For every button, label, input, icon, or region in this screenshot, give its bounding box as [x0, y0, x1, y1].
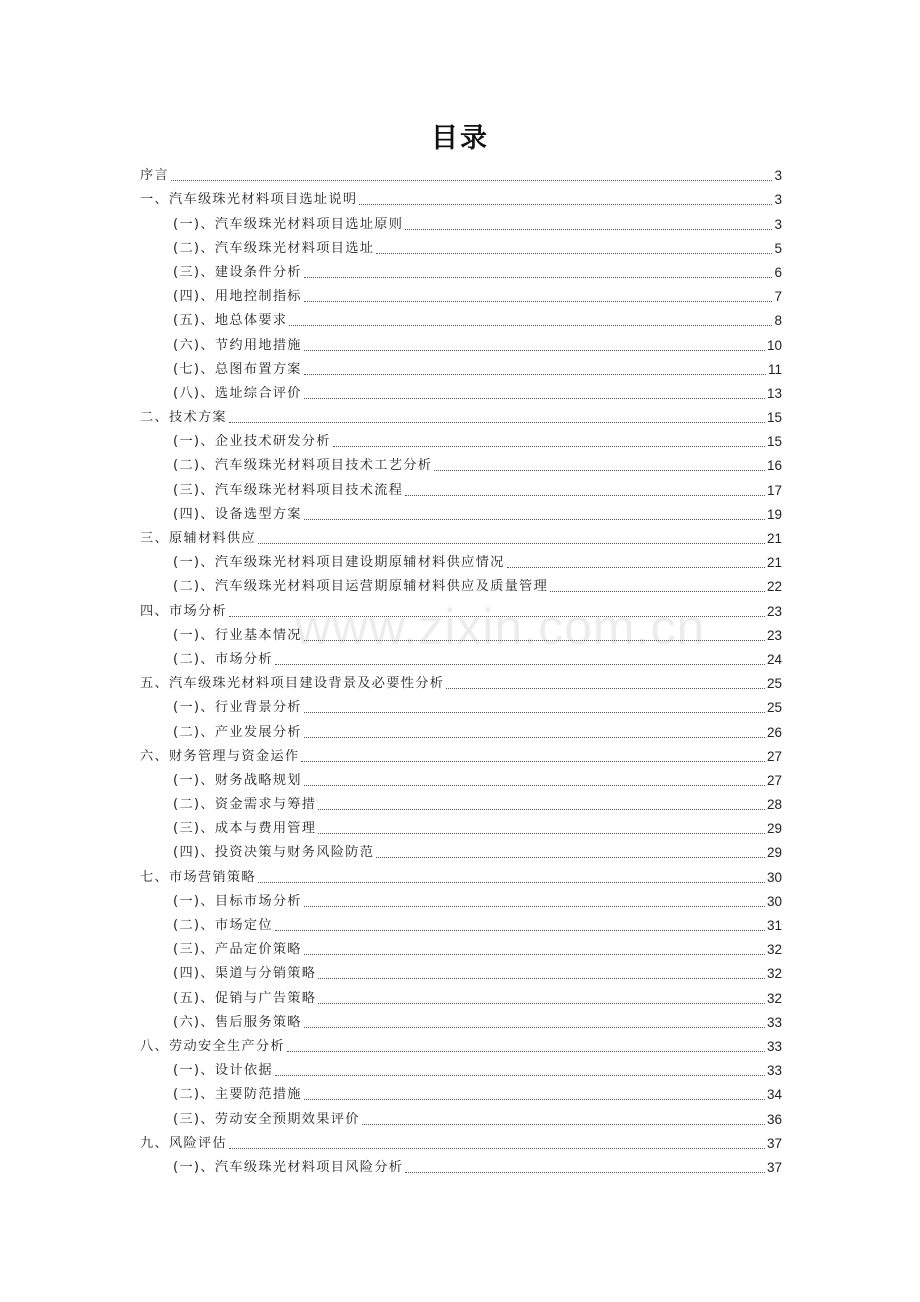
toc-entry[interactable] — [140, 427, 782, 451]
dot-leader — [405, 229, 772, 230]
dot-leader — [359, 204, 772, 205]
toc-entry-page-number: 21 — [766, 555, 782, 571]
toc-entry-title: (四)、渠道与分销策略 — [173, 966, 317, 982]
dot-leader — [507, 567, 765, 568]
dot-leader — [304, 301, 773, 302]
toc-entry[interactable] — [140, 475, 782, 499]
dot-leader — [304, 519, 765, 520]
toc-entry[interactable] — [140, 790, 782, 814]
toc-entry[interactable] — [140, 330, 782, 354]
toc-entry-title: (二)、汽车级珠光材料项目选址 — [173, 240, 375, 256]
dot-leader — [275, 930, 765, 931]
dot-leader — [301, 761, 765, 762]
toc-entry-page-number: 36 — [766, 1111, 782, 1127]
toc-entry[interactable] — [140, 355, 782, 379]
toc-entry-page-number: 29 — [766, 821, 782, 837]
dot-leader — [318, 1003, 765, 1004]
toc-entry-page-number: 32 — [766, 966, 782, 982]
toc-entry-title: (一)、汽车级珠光材料项目建设期原辅材料供应情况 — [173, 555, 505, 571]
toc-entry[interactable] — [140, 1080, 782, 1104]
toc-entry-title: 五、汽车级珠光材料项目建设背景及必要性分析 — [140, 676, 445, 692]
toc-entry[interactable] — [140, 1008, 782, 1032]
toc-entry[interactable] — [140, 306, 782, 330]
dot-leader — [304, 374, 766, 375]
toc-entry[interactable] — [140, 1056, 782, 1080]
toc-entry-page-number: 8 — [774, 313, 782, 329]
toc-entry[interactable] — [140, 596, 782, 620]
toc-entry[interactable] — [140, 1104, 782, 1128]
toc-entry[interactable] — [140, 1129, 782, 1153]
toc-entry-title: (二)、汽车级珠光材料项目技术工艺分析 — [173, 458, 433, 474]
toc-entry-title: (四)、投资决策与财务风险防范 — [173, 845, 375, 861]
page-title: 目录 — [431, 123, 489, 154]
toc-entry-title: (二)、市场分析 — [173, 651, 273, 667]
toc-entry-title: (一)、汽车级珠光材料项目风险分析 — [173, 1159, 404, 1175]
toc-entry-title: (三)、汽车级珠光材料项目技术流程 — [173, 482, 404, 498]
dot-leader — [258, 882, 765, 883]
toc-entry-title: (一)、财务战略规划 — [173, 772, 302, 788]
toc-entry-page-number: 32 — [766, 942, 782, 958]
toc-entry-page-number: 22 — [766, 579, 782, 595]
watermark: www.zixin.com.cn — [294, 599, 706, 655]
toc-entry-title: (二)、市场定位 — [173, 918, 273, 933]
dot-leader — [550, 591, 765, 592]
toc-entry[interactable] — [140, 548, 782, 572]
toc-entry[interactable] — [140, 209, 782, 233]
toc-entry-page-number: 24 — [766, 651, 782, 667]
toc-entry-page-number: 34 — [766, 1087, 782, 1103]
dot-leader — [258, 543, 765, 544]
toc-entry-title: (四)、用地控制指标 — [173, 289, 302, 305]
toc-entry-title: (三)、劳动安全预期效果评价 — [173, 1111, 360, 1127]
toc-entry-page-number: 33 — [766, 1038, 782, 1054]
dot-leader — [318, 809, 765, 810]
toc-entry-page-number: 21 — [766, 531, 782, 546]
dot-leader — [304, 954, 765, 955]
toc-entry-title: (一)、行业基本情况 — [173, 627, 302, 643]
toc-entry[interactable] — [140, 500, 782, 524]
dot-leader — [304, 737, 765, 738]
dot-leader — [446, 688, 765, 689]
toc-entry-title: 四、市场分析 — [140, 603, 227, 619]
toc-entry[interactable] — [140, 1153, 782, 1177]
toc-entry[interactable] — [140, 959, 782, 983]
toc-entry[interactable] — [140, 1032, 782, 1056]
dot-leader — [287, 1051, 765, 1052]
toc-entry[interactable] — [140, 621, 782, 645]
dot-leader — [304, 350, 765, 351]
toc-entry-page-number: 23 — [766, 627, 782, 643]
toc-entry[interactable] — [140, 161, 782, 185]
toc-entry-page-number: 25 — [766, 676, 782, 692]
dot-leader — [405, 1172, 765, 1173]
toc-entry-page-number: 11 — [767, 361, 782, 377]
toc-entry[interactable] — [140, 693, 782, 717]
toc-entry-page-number: 3 — [774, 168, 782, 184]
toc-entry-title: (二)、资金需求与筹措 — [173, 797, 317, 813]
toc-entry-page-number: 7 — [774, 289, 782, 305]
toc-entry[interactable] — [140, 911, 782, 935]
toc-entry[interactable] — [140, 983, 782, 1007]
toc-entry-title: 序言 — [140, 168, 169, 184]
toc-entry[interactable] — [140, 838, 782, 862]
toc-entry[interactable] — [140, 814, 782, 838]
toc-entry[interactable] — [140, 572, 782, 596]
toc-entry-page-number: 23 — [766, 603, 782, 619]
dot-leader — [304, 398, 765, 399]
toc-entry-title: (二)、汽车级珠光材料项目运营期原辅材料供应及质量管理 — [173, 579, 549, 595]
dot-leader — [304, 906, 765, 907]
toc-entry-page-number: 29 — [766, 845, 782, 861]
toc-entry[interactable] — [140, 669, 782, 693]
dot-leader — [289, 325, 772, 326]
toc-entry-page-number: 6 — [774, 264, 782, 280]
toc-entry[interactable] — [140, 451, 782, 475]
dot-leader — [362, 1124, 765, 1125]
dot-leader — [434, 470, 765, 471]
toc-entry-title: (六)、售后服务策略 — [173, 1014, 302, 1030]
toc-entry-page-number: 37 — [766, 1159, 782, 1175]
toc-entry-page-number: 26 — [766, 724, 782, 740]
dot-leader — [304, 640, 765, 641]
toc-entry-title: (二)、主要防范措施 — [173, 1087, 302, 1103]
toc-entry-title: (二)、产业发展分析 — [173, 724, 302, 740]
toc-entry-page-number: 19 — [766, 506, 782, 522]
dot-leader — [275, 1075, 765, 1076]
dot-leader — [333, 446, 765, 447]
toc-entry-page-number: 30 — [766, 869, 782, 885]
dot-leader — [304, 277, 773, 278]
toc-entry-title: (三)、成本与费用管理 — [173, 821, 317, 837]
toc-entry-title: (八)、选址综合评价 — [173, 385, 302, 401]
toc-entry-title: 七、市场营销策略 — [140, 869, 256, 885]
toc-entry-page-number: 32 — [766, 990, 782, 1006]
toc-entry-title: 三、原辅材料供应 — [140, 531, 256, 546]
toc-entry[interactable] — [140, 887, 782, 911]
toc-entry-page-number: 31 — [766, 918, 782, 933]
toc-entry-page-number: 33 — [766, 1014, 782, 1030]
toc-entry-page-number: 3 — [774, 216, 782, 232]
toc-entry-title: (五)、促销与广告策略 — [173, 990, 317, 1006]
toc-entry-page-number: 33 — [766, 1063, 782, 1079]
toc-entry-title: (五)、地总体要求 — [173, 313, 288, 329]
toc-entry[interactable] — [140, 742, 782, 766]
toc-entry[interactable] — [140, 524, 782, 548]
toc-entry-title: (六)、节约用地措施 — [173, 337, 302, 353]
toc-entry-title: (一)、设计依据 — [173, 1063, 273, 1079]
toc-entry[interactable] — [140, 379, 782, 403]
toc-entry[interactable] — [140, 282, 782, 306]
dot-leader — [405, 495, 765, 496]
dot-leader — [229, 616, 765, 617]
toc-entry-page-number: 28 — [766, 797, 782, 813]
toc-entry-title: (一)、行业背景分析 — [173, 700, 302, 716]
toc-entry-page-number: 37 — [766, 1135, 782, 1151]
toc-entry-title: (七)、总图布置方案 — [173, 361, 302, 377]
table-of-contents — [140, 161, 782, 1177]
toc-entry-page-number: 25 — [766, 700, 782, 716]
toc-entry-title: (一)、企业技术研发分析 — [173, 434, 331, 450]
toc-entry-title: 九、风险评估 — [140, 1135, 227, 1151]
toc-entry-title: 二、技术方案 — [140, 410, 227, 426]
toc-entry-title: (四)、设备选型方案 — [173, 506, 302, 522]
toc-entry[interactable] — [140, 645, 782, 669]
toc-entry-page-number: 5 — [774, 240, 782, 256]
toc-entry-page-number: 13 — [766, 385, 782, 401]
toc-entry-title: 一、汽车级珠光材料项目选址说明 — [140, 192, 358, 208]
toc-entry[interactable] — [140, 403, 782, 427]
toc-entry-page-number: 27 — [766, 748, 782, 764]
toc-entry-page-number: 16 — [766, 458, 782, 474]
dot-leader — [318, 833, 765, 834]
toc-entry[interactable] — [140, 935, 782, 959]
dot-leader — [318, 978, 765, 979]
dot-leader — [304, 1027, 765, 1028]
toc-entry-title: 八、劳动安全生产分析 — [140, 1038, 285, 1054]
toc-entry[interactable] — [140, 234, 782, 258]
dot-leader — [229, 1148, 765, 1149]
toc-entry-title: (三)、建设条件分析 — [173, 264, 302, 280]
toc-entry[interactable] — [140, 258, 782, 282]
dot-leader — [304, 1099, 765, 1100]
toc-entry-page-number: 3 — [774, 192, 782, 208]
toc-entry-title: 六、财务管理与资金运作 — [140, 748, 300, 764]
toc-entry-title: (一)、汽车级珠光材料项目选址原则 — [173, 216, 404, 232]
toc-entry[interactable] — [140, 862, 782, 886]
toc-entry[interactable] — [140, 766, 782, 790]
dot-leader — [376, 253, 772, 254]
toc-entry[interactable] — [140, 717, 782, 741]
dot-leader — [171, 180, 773, 181]
toc-entry[interactable] — [140, 185, 782, 209]
toc-entry-title: (三)、产品定价策略 — [173, 942, 302, 958]
toc-entry-page-number: 27 — [766, 772, 782, 788]
toc-entry-page-number: 30 — [766, 893, 782, 909]
toc-entry-page-number: 10 — [766, 337, 782, 353]
dot-leader — [376, 857, 765, 858]
dot-leader — [229, 422, 765, 423]
dot-leader — [275, 664, 765, 665]
dot-leader — [304, 712, 765, 713]
dot-leader — [304, 785, 765, 786]
toc-entry-page-number: 15 — [766, 410, 782, 426]
toc-entry-page-number: 15 — [766, 434, 782, 450]
toc-entry-page-number: 17 — [766, 482, 782, 498]
toc-entry-title: (一)、目标市场分析 — [173, 893, 302, 909]
